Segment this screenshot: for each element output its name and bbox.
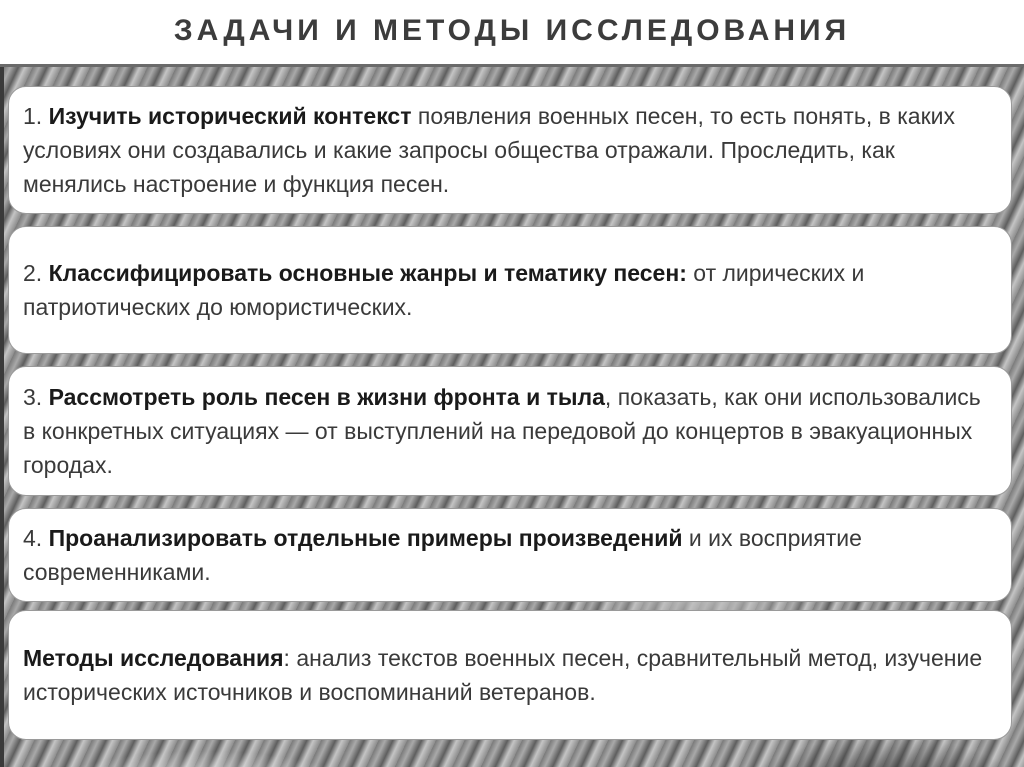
task-description: , показать, как они использовались в конкретных ситуациях — от выступлений на передовой до концертов в эвакуационных городах. [23, 384, 981, 478]
task-heading: Классифицировать основные жанры и тематику песен: [48, 260, 687, 286]
task-card-2 [8, 226, 1012, 354]
task-card-4 [8, 508, 1012, 602]
task-number: 2. [23, 260, 49, 286]
task-description: от лирических и патриотических до юмористических. [23, 260, 865, 320]
task-heading: Проанализировать отдельные примеры произведений [48, 525, 683, 551]
methods-description: : анализ текстов военных песен, сравнительный метод, изучение исторических источников и воспоминаний ветеранов. [23, 645, 983, 705]
task-text [23, 256, 999, 324]
task-description: появления военных песен, то есть понять, в каких условиях они создавались и какие запросы общества отражали. Проследить, как менялись настроение и функция песен. [23, 103, 955, 197]
task-number: 4. [23, 525, 49, 551]
task-number: 3. [23, 384, 49, 410]
task-text [23, 99, 999, 201]
task-text [23, 521, 999, 589]
task-text [23, 380, 999, 482]
task-number: 1. [23, 103, 49, 129]
methods-card [8, 610, 1012, 740]
header [0, 0, 1024, 66]
page-title: ЗАДАЧИ И МЕТОДЫ ИССЛЕДОВАНИЯ [173, 14, 851, 47]
methods-heading: Методы исследования [23, 645, 284, 671]
methods-text [23, 641, 999, 709]
task-card-1 [8, 86, 1012, 214]
task-card-3 [8, 366, 1012, 496]
task-description: и их восприятие современниками. [23, 525, 862, 585]
task-heading: Рассмотреть роль песен в жизни фронта и тыла [48, 384, 605, 410]
task-heading: Изучить исторический контекст [48, 103, 412, 129]
